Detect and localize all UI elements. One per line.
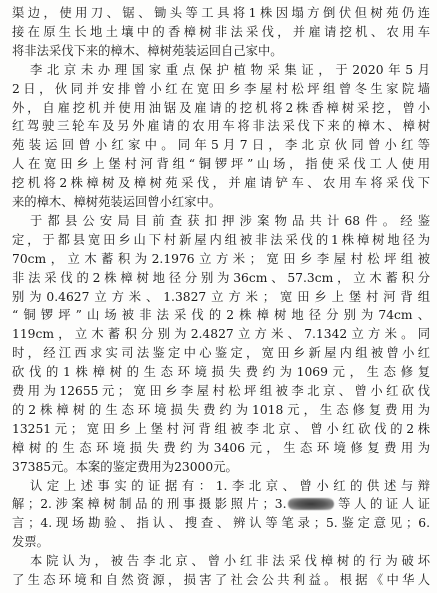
document-line: 2日，伙同并安排曾小红在宽田乡李屋村松坪组曾冬生家院墙 [12,81,430,96]
document-line: 苑装运回曾小红家中。同年5月7日，李北京伙同曾小红等 [12,138,430,153]
document-line: 樟树的生态环境损失费约为3406元，生态环境修复费用为 [12,440,430,455]
document-line: 李北京未办理国家重点保护植物采集证，于2020年5月 [30,62,430,77]
document-line: 本院认为，被告李北京、曾小红非法采伐樟树的行为破坏 [30,554,430,569]
line-text: 解；2.涉案樟树制品的刑事摄影照片；3. [12,497,287,512]
document-line: 挖机将2株樟树及樟树苑采伐，并雇请铲车、农用车将采伐下 [12,176,430,191]
document-line: 119cm，立木蓄积分别为2.4827立方米、7.1342立方米。同 [12,327,430,342]
document-line: 37385元。本案的鉴定费用为23000元。 [12,459,238,474]
document-line: 发票。 [12,535,49,550]
document-line: 接在原生长地土壤中的香樟树非法采伐，并雇请挖机、农用车 [12,24,430,39]
document-line: “铜锣坪”山场被非法采伐的2株樟树地径分别为74cm、 [12,308,430,323]
document-line: 13251元；宽田乡上堡村河背组被李北京、曾小红砍伐的2株 [12,421,430,436]
document-line: 认定上述事实的证据有：1.李北京、曾小红的供述与辩 [30,478,430,493]
document-line: 于都县公安局目前查获扣押涉案物品共计68件。经鉴 [30,213,430,228]
document-line: 的2株樟树的生态环境损失费约为1018元，生态修复费用为 [12,402,430,417]
document-line: 砍伐的1株樟树的生态环境损失费约为1069元，生态修复 [12,365,430,380]
document-line: 费用为12655元；宽田乡李屋村松坪组被李北京、曾小红砍伐 [12,384,430,398]
redaction-blur [288,498,334,510]
document-line: 来的樟木、樟树苑装运回曾小红家中。 [12,195,222,209]
document-line: 人在宽田乡上堡村河背组“铜锣坪”山场，指使采伐工人使用 [12,157,430,172]
document-line: 定，于都县宽田乡山下村新屋内组被非法采伐的1株樟树地径为 [12,232,430,247]
document-line: 别为0.4627立方米、1.3827立方米；宽田乡上堡村河背组 [12,289,430,304]
document-line: 了生态环境和自然资源，损害了社会公共利益。根据《中华人 [12,573,430,587]
document-line: 外，自雇挖机并使用油锯及雇请的挖机将2株香樟树采挖，曾小 [12,100,430,115]
document-line: 将非法采伐下来的樟木、樟树苑装运回自己家中。 [12,43,283,58]
document-line: 言；4.现场勘验、指认、搜查、辨认等笔录；5.鉴定意见；6. [12,516,430,531]
document-line: 红驾驶三轮车及另外雇请的农用车将非法采伐下来的樟木、樟树 [12,119,430,134]
line-text-after-redaction: 等人的证人证 [334,497,430,512]
document-line: 70cm，立木蓄积为2.1976立方米；宽田乡李屋村松坪组被 [12,251,430,266]
document-line: 非法采伐的2株樟树地径分别为36cm、57.3cm，立木蓄积分 [12,270,430,285]
document-line [12,496,430,513]
document-line: 时，经江西求实司法鉴定中心鉴定，宽田乡新屋内组被曾小红 [12,346,430,361]
document-line: 渠边，使用刀、锯、锄头等工具将1株因塌方倒伏但树苑仍连 [12,6,430,20]
